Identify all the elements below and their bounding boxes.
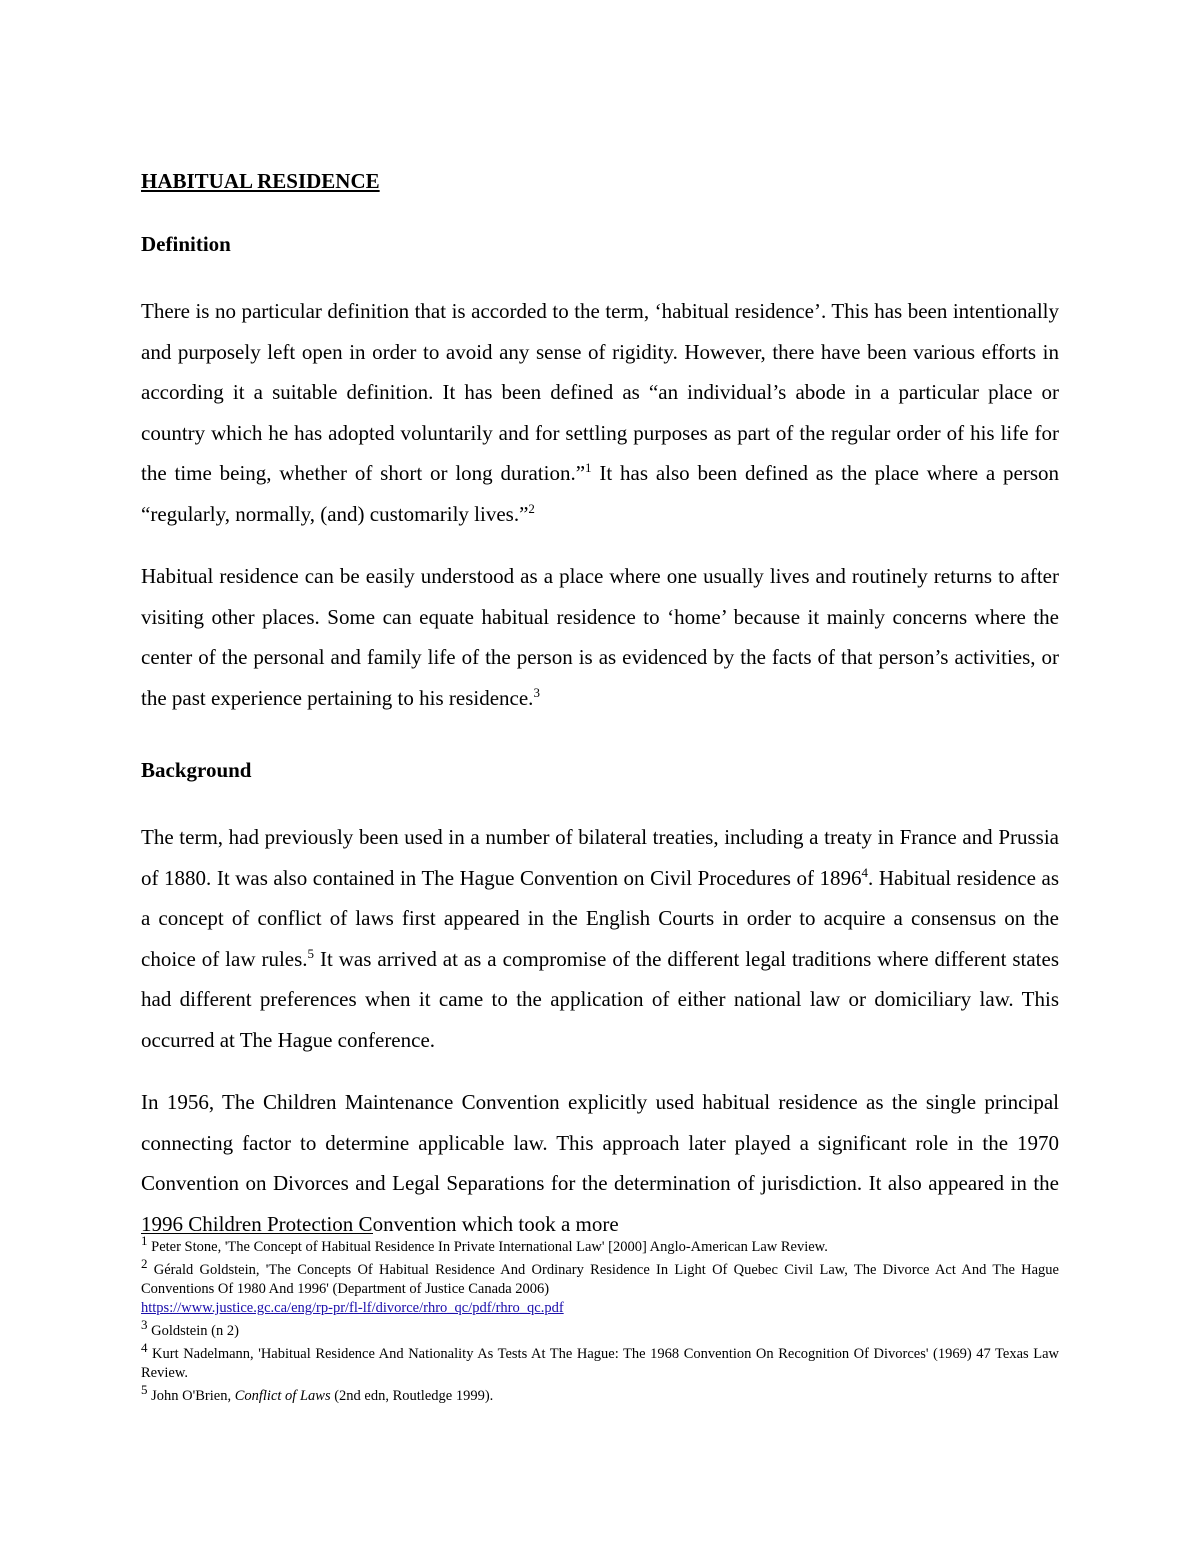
footnotes-section <box>141 1233 1059 1410</box>
footnote-3 <box>141 1317 1059 1341</box>
section-heading-background: Background <box>141 758 252 782</box>
footnote-text: Gérald Goldstein, 'The Concepts Of Habitual Residence And Ordinary Residence In Light Of Quebec Civil Law, The Divorce Act And The Hague Conventions Of 1980 And 1996' (Department of Justice Canada 2006) <box>141 1262 1059 1297</box>
footnote-text: Peter Stone, 'The Concept of Habitual Residence In Private International Law' [2000] Anglo-American Law Review. <box>147 1239 828 1255</box>
paragraph-text: It has also been defined as the place where a person “regularly, normally, (and) customarily lives.” <box>141 461 1059 526</box>
footnote-1 <box>141 1233 1059 1257</box>
footnote-link[interactable]: https://www.justice.gc.ca/eng/rp-pr/fl-lf/divorce/rhro_qc/pdf/rhro_qc.pdf <box>141 1300 564 1316</box>
definition-paragraph-1 <box>141 291 1059 534</box>
footnote-ref-1[interactable]: 1 <box>585 460 592 475</box>
footnote-number: 4 <box>141 1340 148 1356</box>
paragraph-text: In 1956, The Children Maintenance Convention explicitly used habitual residence as the single principal connecting factor to determine applicable law. This approach later played a significant role in the 1970 Convention on Divorces and Legal Separations for the determination of jurisdiction. It also appeared in the 1996 Children Protection Convention which took a more <box>141 1090 1059 1236</box>
footnote-text: (2nd edn, Routledge 1999). <box>330 1388 494 1404</box>
footnote-4 <box>141 1340 1059 1383</box>
footnote-5 <box>141 1382 1059 1406</box>
paragraph-text: The term, had previously been used in a number of bilateral treaties, including a treaty in France and Prussia of 1880. It was also contained in The Hague Convention on Civil Procedures of 1896 <box>141 825 1059 890</box>
background-paragraph-2 <box>141 1082 1059 1244</box>
paragraph-text: It was arrived at as a compromise of the different legal traditions where different states had different preferences when it came to the application of either national law or domiciliary law. This occurred at The Hague conference. <box>141 946 1059 1052</box>
paragraph-text: . Habitual residence as a concept of conflict of laws first appeared in the English Courts in order to acquire a consensus on the choice of law rules. <box>141 865 1060 971</box>
document-body <box>141 164 1059 1244</box>
paragraph-text: There is no particular definition that is accorded to the term, ‘habitual residence’. This has been intentionally and purposely left open in order to avoid any sense of rigidity. However, there have been various efforts in according it a suitable definition. It has been defined as “an individual’s abode in a particular place or country which he has adopted voluntarily and for settling purposes as part of the regular order of his life for the time being, whether of short or long duration.” <box>141 299 1059 485</box>
footnote-number: 2 <box>141 1256 148 1272</box>
footnote-ref-2[interactable]: 2 <box>528 500 535 516</box>
footnote-number: 3 <box>141 1317 148 1333</box>
footnote-number: 5 <box>141 1382 148 1398</box>
footnote-ref-3[interactable]: 3 <box>533 684 540 700</box>
footnote-text: John O'Brien, <box>147 1388 235 1404</box>
footnote-ref-5[interactable]: 5 <box>307 945 315 961</box>
footnote-separator <box>141 1233 373 1234</box>
footnote-text: Goldstein (n 2) <box>147 1323 239 1339</box>
footnote-2 <box>141 1256 1059 1318</box>
document-title: HABITUAL RESIDENCE <box>141 169 380 193</box>
footnote-number: 1 <box>141 1233 148 1249</box>
definition-paragraph-2 <box>141 556 1059 718</box>
footnote-book-title: Conflict of Laws <box>234 1388 331 1404</box>
footnote-text: Kurt Nadelmann, 'Habitual Residence And Nationality As Tests At The Hague: The 1968 Convention On Recognition Of Divorces' (1969) 47 Texas Law Review. <box>141 1346 1059 1381</box>
paragraph-text: Habitual residence can be easily understood as a place where one usually lives and routinely returns to after visiting other places. Some can equate habitual residence to ‘home’ because it mainly concerns where the center of the personal and family life of the person is as evidenced by the facts of that person’s activities, or the past experience pertaining to his residence. <box>141 564 1059 710</box>
background-paragraph-1 <box>141 817 1059 1060</box>
section-heading-definition: Definition <box>141 232 231 256</box>
footnote-ref-4[interactable]: 4 <box>861 864 869 880</box>
